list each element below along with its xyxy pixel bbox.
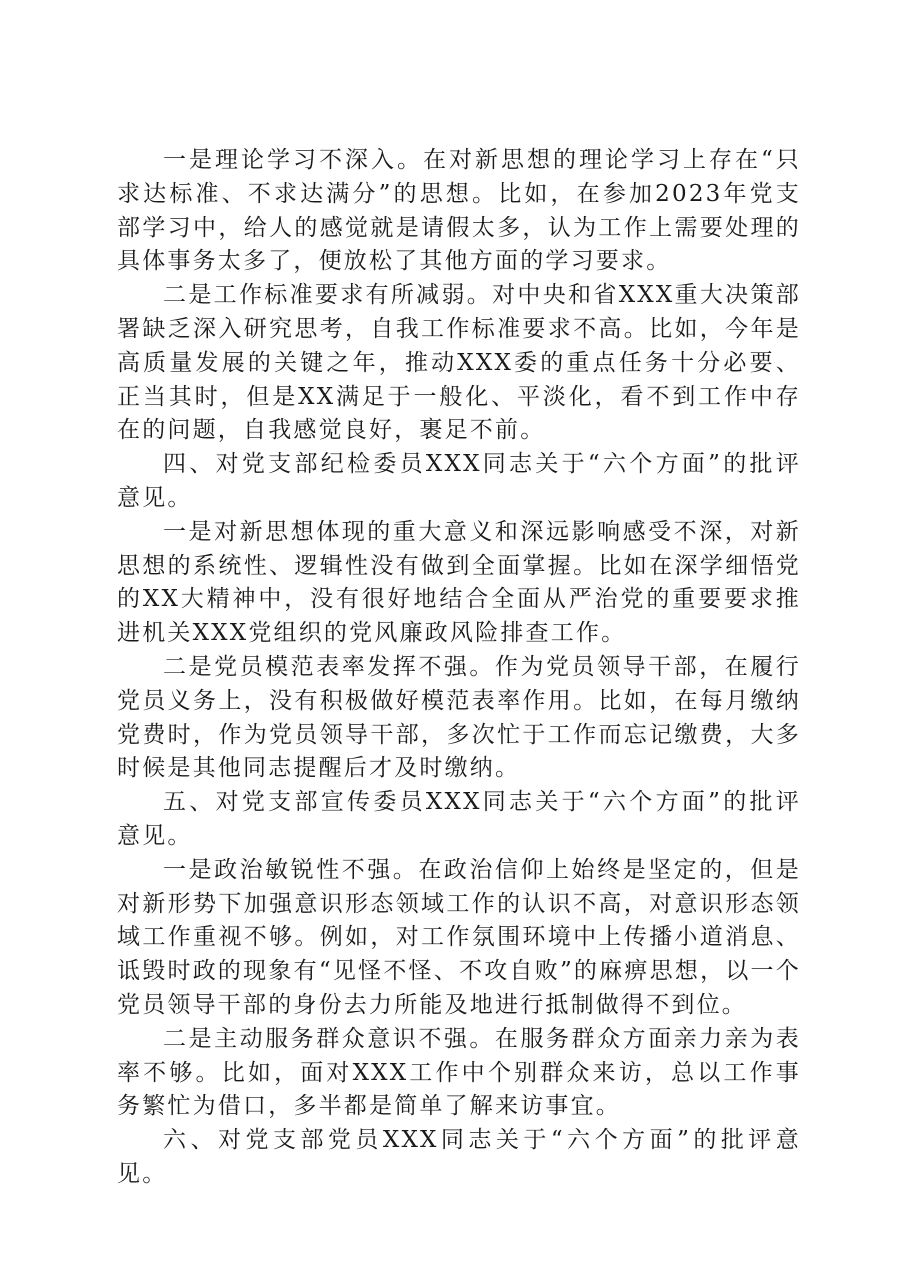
section-heading-6: 六、对党支部党员XXX同志关于“六个方面”的批评意见。 bbox=[117, 1127, 801, 1187]
paragraph-theory-study: 一是理论学习不深入。在对新思想的理论学习上存在“只求达标准、不求达满分”的思想。比如，在参加2023年党支部学习中，给人的感觉就是请假太多，认为工作上需要处理的具体事务太多了，便放松了其他方面的学习要求。 bbox=[117, 147, 801, 275]
paragraph-new-thought: 一是对新思想体现的重大意义和深远影响感受不深，对新思想的系统性、逻辑性没有做到全面掌握。比如在深学细悟党的XX大精神中，没有很好地结合全面从严治党的重要要求推进机关XXX党组织的党风廉政风险排查工作。 bbox=[117, 518, 801, 647]
paragraph-work-standards: 二是工作标准要求有所减弱。对中央和省XXX重大决策部署缺乏深入研究思考，自我工作标准要求不高。比如，今年是高质量发展的关键之年，推动XXX委的重点任务十分必要、正当其时，但是XX满足于一般化、平淡化，看不到工作中存在的问题，自我感觉良好，裹足不前。 bbox=[117, 282, 801, 444]
paragraph-political-sensitivity: 一是政治敏锐性不强。在政治信仰上始终是坚定的，但是对新形势下加强意识形态领域工作的认识不高，对意识形态领域工作重视不够。例如，对工作氛围环境中上传播小道消息、诋毁时政的现象有“见怪不怪、不攻自败”的麻痹思想，以一个党员领导干部的身份去力所能及地进行抵制做得不到位。 bbox=[117, 856, 801, 1018]
paragraph-serving-masses: 二是主动服务群众意识不强。在服务群众方面亲力亲为表率不够。比如，面对XXX工作中个别群众来访，总以工作事务繁忙为借口，多半都是简单了解来访事宜。 bbox=[117, 1025, 801, 1120]
document-body bbox=[117, 144, 801, 1192]
section-heading-4: 四、对党支部纪检委员XXX同志关于“六个方面”的批评意见。 bbox=[117, 451, 801, 511]
paragraph-party-member-role: 二是党员模范表率发挥不强。作为党员领导干部，在履行党员义务上，没有积极做好模范表率作用。比如，在每月缴纳党费时，作为党员领导干部，多次忙于工作而忘记缴费，大多时候是其他同志提醒后才及时缴纳。 bbox=[117, 653, 801, 782]
section-heading-5: 五、对党支部宣传委员XXX同志关于“六个方面”的批评意见。 bbox=[117, 789, 801, 849]
